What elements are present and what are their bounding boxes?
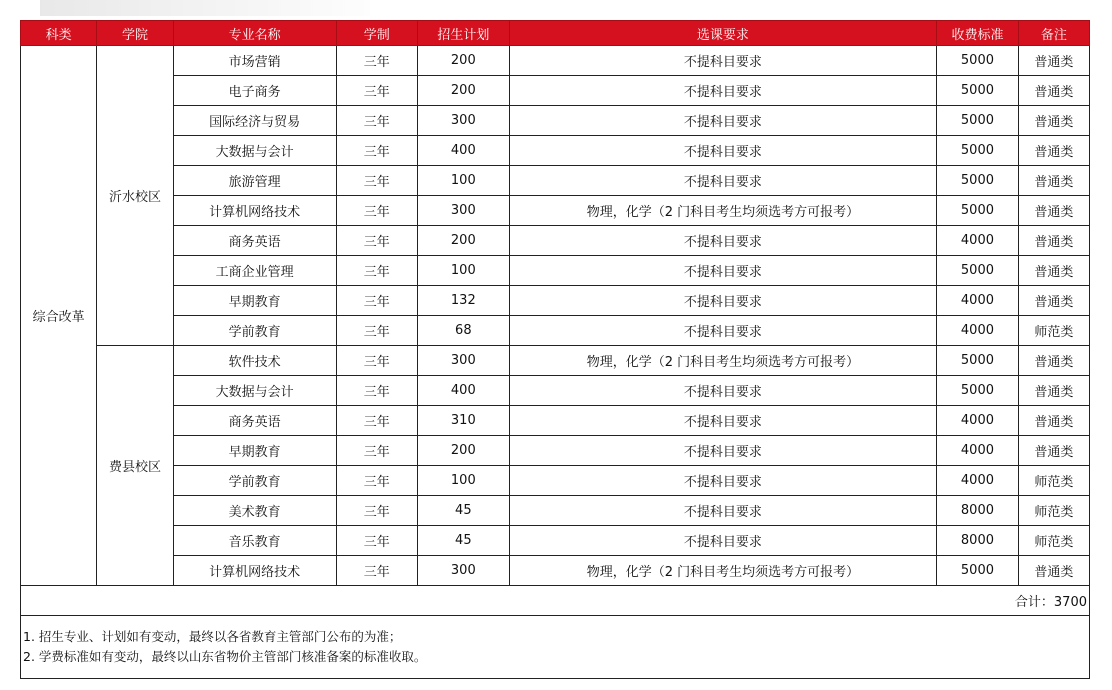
major-cell: 大数据与会计	[173, 376, 336, 406]
plan-cell: 200	[418, 226, 510, 256]
table-row	[21, 376, 1090, 406]
tuition-cell: 5000	[937, 106, 1018, 136]
tuition-cell: 5000	[937, 256, 1018, 286]
plan-cell: 200	[418, 76, 510, 106]
requirement-cell: 不提科目要求	[509, 376, 937, 406]
plan-cell: 200	[418, 436, 510, 466]
tuition-cell: 4000	[937, 286, 1018, 316]
major-cell: 旅游管理	[173, 166, 336, 196]
plan-cell: 310	[418, 406, 510, 436]
plan-cell: 400	[418, 136, 510, 166]
major-cell: 音乐教育	[173, 526, 336, 556]
major-cell: 电子商务	[173, 76, 336, 106]
tuition-cell: 8000	[937, 526, 1018, 556]
tuition-cell: 5000	[937, 376, 1018, 406]
plan-cell: 45	[418, 496, 510, 526]
duration-cell: 三年	[336, 256, 417, 286]
note-line: 2. 学费标准如有变动，最终以山东省物价主管部门核准备案的标准收取。	[23, 649, 427, 664]
requirement-cell: 不提科目要求	[509, 436, 937, 466]
duration-cell: 三年	[336, 166, 417, 196]
header-college: 学院	[97, 21, 173, 46]
remark-cell: 普通类	[1018, 556, 1089, 586]
requirement-cell: 不提科目要求	[509, 226, 937, 256]
remark-cell: 普通类	[1018, 436, 1089, 466]
notes-cell	[21, 616, 1090, 679]
tuition-cell: 5000	[937, 166, 1018, 196]
table-row	[21, 556, 1090, 586]
table-row	[21, 316, 1090, 346]
requirement-cell: 不提科目要求	[509, 76, 937, 106]
tuition-cell: 4000	[937, 406, 1018, 436]
note-line: 1. 招生专业、计划如有变动，最终以各省教育主管部门公布的为准；	[23, 629, 402, 644]
requirement-cell: 不提科目要求	[509, 496, 937, 526]
major-cell: 早期教育	[173, 286, 336, 316]
header-remark: 备注	[1018, 21, 1089, 46]
plan-cell: 300	[418, 346, 510, 376]
table-row	[21, 46, 1090, 76]
duration-cell: 三年	[336, 286, 417, 316]
table-row	[21, 226, 1090, 256]
requirement-cell: 不提科目要求	[509, 286, 937, 316]
remark-cell: 普通类	[1018, 136, 1089, 166]
tuition-cell: 5000	[937, 46, 1018, 76]
remark-cell: 普通类	[1018, 106, 1089, 136]
major-cell: 大数据与会计	[173, 136, 336, 166]
duration-cell: 三年	[336, 406, 417, 436]
duration-cell: 三年	[336, 496, 417, 526]
duration-cell: 三年	[336, 316, 417, 346]
table-row	[21, 196, 1090, 226]
table-row	[21, 136, 1090, 166]
notes-row	[21, 616, 1090, 679]
major-cell: 市场营销	[173, 46, 336, 76]
remark-cell: 普通类	[1018, 406, 1089, 436]
requirement-cell: 不提科目要求	[509, 526, 937, 556]
header-category: 科类	[21, 21, 97, 46]
table-body	[21, 46, 1090, 679]
requirement-cell: 不提科目要求	[509, 466, 937, 496]
major-cell: 商务英语	[173, 226, 336, 256]
remark-cell: 师范类	[1018, 496, 1089, 526]
campus-cell: 费县校区	[97, 346, 173, 586]
remark-cell: 普通类	[1018, 166, 1089, 196]
table-row	[21, 496, 1090, 526]
tuition-cell: 5000	[937, 76, 1018, 106]
header-row	[21, 21, 1090, 46]
tuition-cell: 5000	[937, 556, 1018, 586]
major-cell: 学前教育	[173, 466, 336, 496]
remark-cell: 普通类	[1018, 226, 1089, 256]
category-cell: 综合改革	[21, 46, 97, 586]
table-row	[21, 286, 1090, 316]
requirement-cell: 不提科目要求	[509, 256, 937, 286]
major-cell: 软件技术	[173, 346, 336, 376]
table-row	[21, 76, 1090, 106]
header-subject-requirement: 选课要求	[509, 21, 937, 46]
table-row	[21, 346, 1090, 376]
remark-cell: 普通类	[1018, 46, 1089, 76]
plan-cell: 132	[418, 286, 510, 316]
duration-cell: 三年	[336, 346, 417, 376]
remark-cell: 师范类	[1018, 316, 1089, 346]
major-cell: 计算机网络技术	[173, 556, 336, 586]
header-plan: 招生计划	[418, 21, 510, 46]
campus-cell: 沂水校区	[97, 46, 173, 346]
duration-cell: 三年	[336, 46, 417, 76]
major-cell: 国际经济与贸易	[173, 106, 336, 136]
tuition-cell: 4000	[937, 436, 1018, 466]
plan-cell: 300	[418, 106, 510, 136]
major-cell: 工商企业管理	[173, 256, 336, 286]
table-row	[21, 166, 1090, 196]
plan-cell: 100	[418, 166, 510, 196]
duration-cell: 三年	[336, 526, 417, 556]
major-cell: 美术教育	[173, 496, 336, 526]
duration-cell: 三年	[336, 556, 417, 586]
remark-cell: 师范类	[1018, 466, 1089, 496]
requirement-cell: 不提科目要求	[509, 316, 937, 346]
remark-cell: 普通类	[1018, 286, 1089, 316]
remark-cell: 普通类	[1018, 346, 1089, 376]
plan-cell: 200	[418, 46, 510, 76]
plan-cell: 400	[418, 376, 510, 406]
remark-cell: 师范类	[1018, 526, 1089, 556]
tuition-cell: 4000	[937, 466, 1018, 496]
table-row	[21, 466, 1090, 496]
duration-cell: 三年	[336, 226, 417, 256]
requirement-cell: 物理，化学（2 门科目考生均须选考方可报考）	[509, 556, 937, 586]
tuition-cell: 4000	[937, 226, 1018, 256]
major-cell: 学前教育	[173, 316, 336, 346]
duration-cell: 三年	[336, 136, 417, 166]
table-row	[21, 256, 1090, 286]
tuition-cell: 5000	[937, 136, 1018, 166]
requirement-cell: 不提科目要求	[509, 406, 937, 436]
remark-cell: 普通类	[1018, 256, 1089, 286]
duration-cell: 三年	[336, 436, 417, 466]
remark-cell: 普通类	[1018, 76, 1089, 106]
header-major: 专业名称	[173, 21, 336, 46]
tuition-cell: 5000	[937, 196, 1018, 226]
plan-cell: 68	[418, 316, 510, 346]
requirement-cell: 物理，化学（2 门科目考生均须选考方可报考）	[509, 196, 937, 226]
table-row	[21, 406, 1090, 436]
table-row	[21, 436, 1090, 466]
plan-cell: 100	[418, 256, 510, 286]
remark-cell: 普通类	[1018, 376, 1089, 406]
remark-cell: 普通类	[1018, 196, 1089, 226]
plan-cell: 45	[418, 526, 510, 556]
major-cell: 商务英语	[173, 406, 336, 436]
requirement-cell: 物理，化学（2 门科目考生均须选考方可报考）	[509, 346, 937, 376]
duration-cell: 三年	[336, 466, 417, 496]
tuition-cell: 4000	[937, 316, 1018, 346]
tuition-cell: 8000	[937, 496, 1018, 526]
requirement-cell: 不提科目要求	[509, 166, 937, 196]
duration-cell: 三年	[336, 106, 417, 136]
table-row	[21, 106, 1090, 136]
total-row	[21, 586, 1090, 616]
total-cell: 合计：3700	[21, 586, 1090, 616]
requirement-cell: 不提科目要求	[509, 46, 937, 76]
duration-cell: 三年	[336, 376, 417, 406]
duration-cell: 三年	[336, 196, 417, 226]
tuition-cell: 5000	[937, 346, 1018, 376]
plan-cell: 100	[418, 466, 510, 496]
requirement-cell: 不提科目要求	[509, 106, 937, 136]
top-decoration	[40, 0, 370, 16]
table-row	[21, 526, 1090, 556]
header-duration: 学制	[336, 21, 417, 46]
major-cell: 计算机网络技术	[173, 196, 336, 226]
admission-plan-table	[20, 20, 1090, 679]
major-cell: 早期教育	[173, 436, 336, 466]
plan-cell: 300	[418, 196, 510, 226]
duration-cell: 三年	[336, 76, 417, 106]
plan-cell: 300	[418, 556, 510, 586]
requirement-cell: 不提科目要求	[509, 136, 937, 166]
header-tuition: 收费标准	[937, 21, 1018, 46]
